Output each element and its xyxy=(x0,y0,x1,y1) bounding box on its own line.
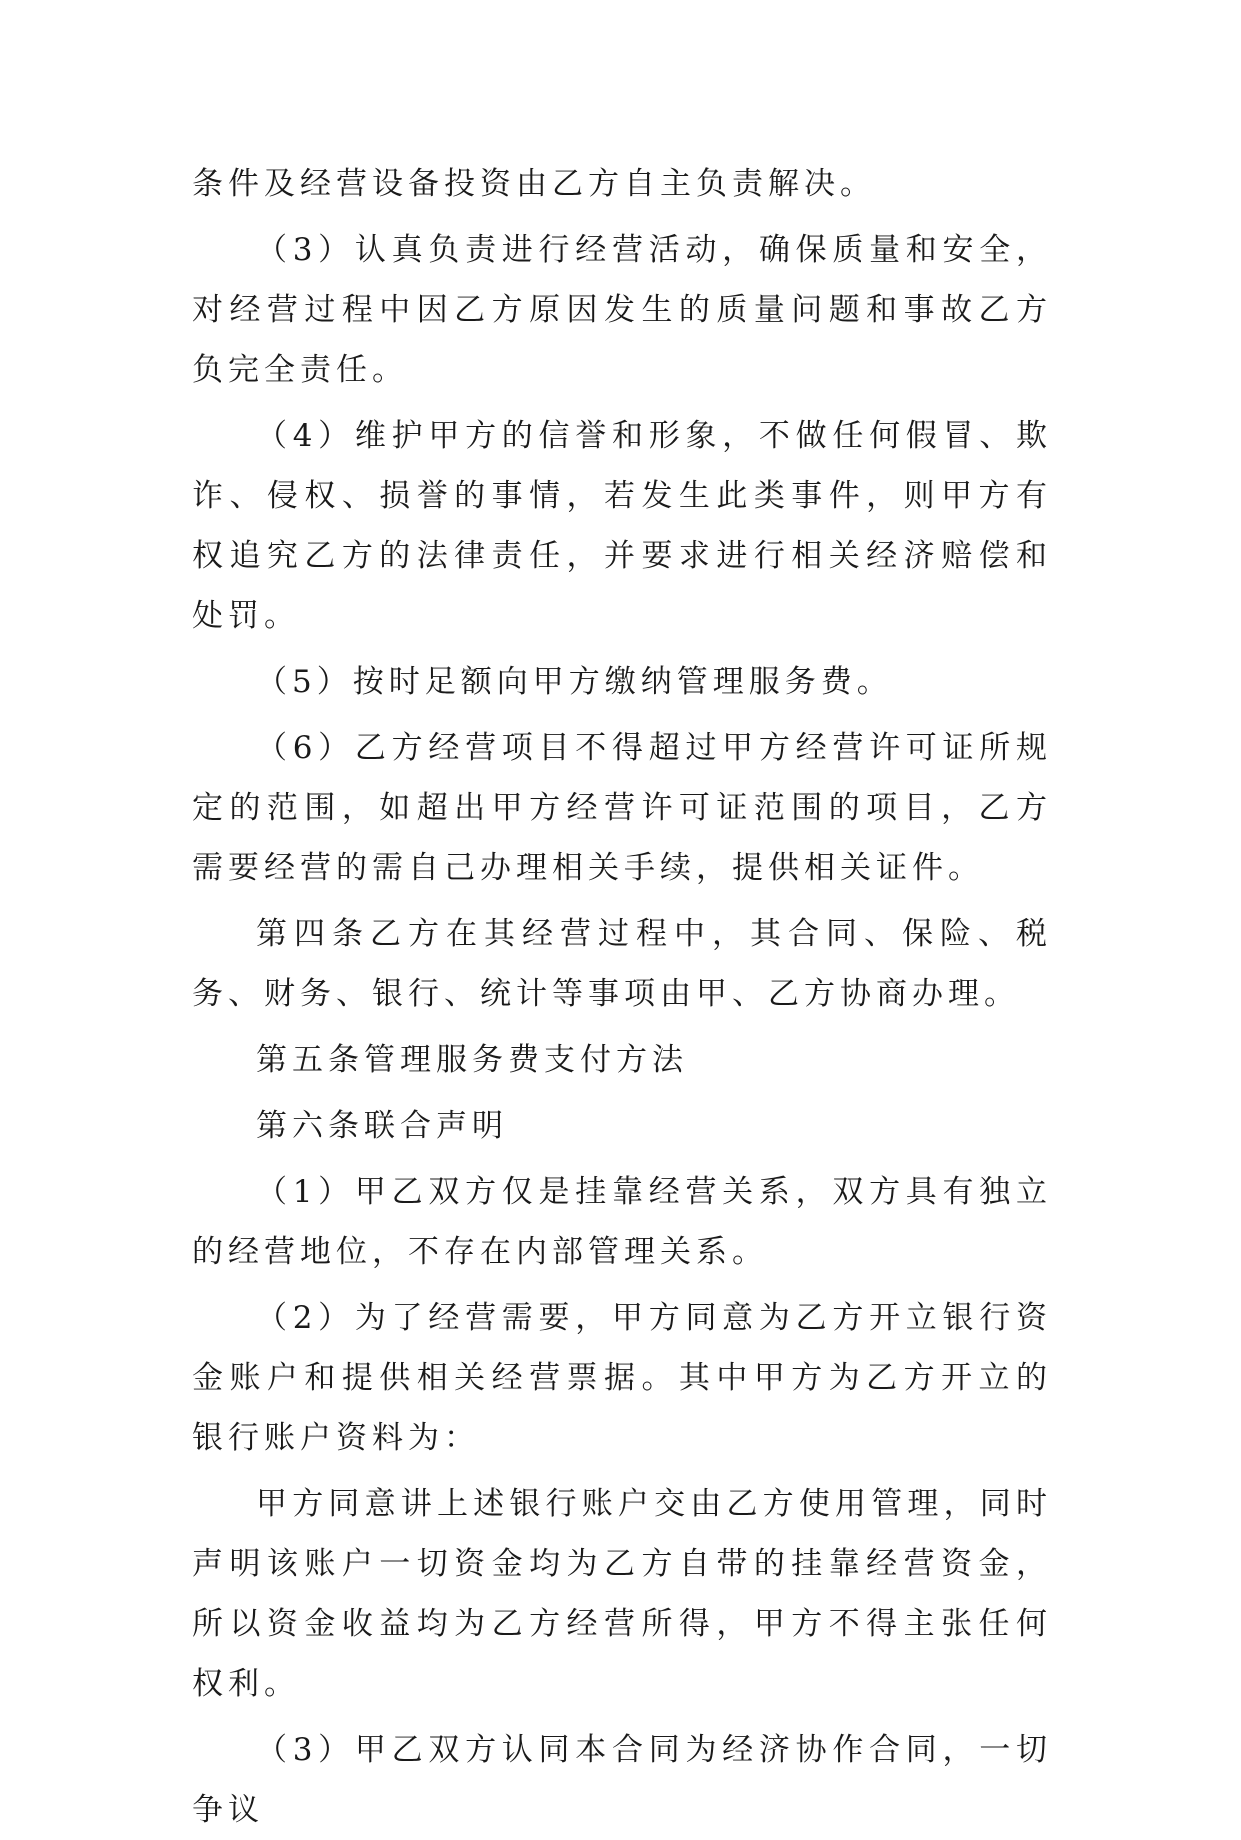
paragraph-clause-3-quality-safety: （3）认真负责进行经营活动，确保质量和安全，对经营过程中因乙方原因发生的质量问题和事故乙方负完全责任。 xyxy=(192,232,1052,388)
paragraph-article-4: 第四条乙方在其经营过程中，其合同、保险、税务、财务、银行、统计等事项由甲、乙方协商办理。 xyxy=(192,916,1052,1012)
paragraph-equipment-investment: 条件及经营设备投资由乙方自主负责解决。 xyxy=(192,166,876,202)
paragraph-article-5-heading: 第五条管理服务费支付方法 xyxy=(256,1042,688,1078)
paragraph-statement-1: （1）甲乙双方仅是挂靠经营关系，双方具有独立的经营地位，不存在内部管理关系。 xyxy=(192,1174,1052,1270)
paragraph-clause-5-service-fee: （5）按时足额向甲方缴纳管理服务费。 xyxy=(256,664,893,700)
paragraph-statement-3: （3）甲乙双方认同本合同为经济协作合同，一切争议 xyxy=(192,1732,1052,1828)
paragraph-clause-4-reputation: （4）维护甲方的信誉和形象，不做任何假冒、欺诈、侵权、损誉的事情，若发生此类事件，则甲方有权追究乙方的法律责任，并要求进行相关经济赔偿和处罚。 xyxy=(192,418,1052,634)
document-body xyxy=(192,154,1052,1840)
paragraph-article-6-heading: 第六条联合声明 xyxy=(256,1108,508,1144)
paragraph-bank-account-usage: 甲方同意讲上述银行账户交由乙方使用管理，同时声明该账户一切资金均为乙方自带的挂靠经营资金，所以资金收益均为乙方经营所得，甲方不得主张任何权利。 xyxy=(192,1486,1052,1702)
paragraph-statement-2: （2）为了经营需要，甲方同意为乙方开立银行资金账户和提供相关经营票据。其中甲方为乙方开立的银行账户资料为： xyxy=(192,1300,1052,1456)
paragraph-clause-6-business-scope: （6）乙方经营项目不得超过甲方经营许可证所规定的范围，如超出甲方经营许可证范围的项目，乙方需要经营的需自己办理相关手续，提供相关证件。 xyxy=(192,730,1052,886)
